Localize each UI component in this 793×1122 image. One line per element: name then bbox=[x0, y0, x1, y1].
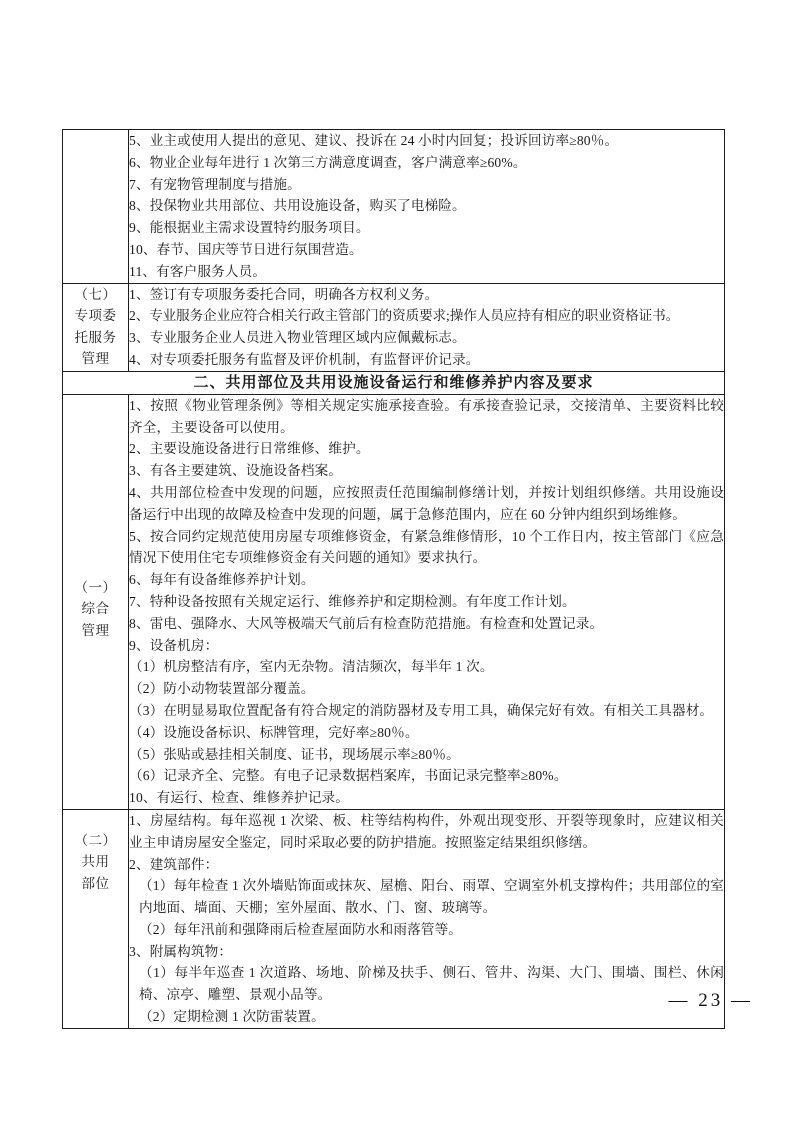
row-label-line: 托服务 bbox=[74, 329, 117, 345]
row-label-line: （七） bbox=[74, 286, 117, 302]
row-label-cell-er bbox=[63, 809, 129, 1028]
list-item: 7、有宠物管理制度与措施。 bbox=[129, 176, 301, 192]
row-body-cell bbox=[129, 130, 725, 284]
list-item: 6、每年有设备维修养护计划。 bbox=[129, 572, 315, 588]
list-item: （6）记录齐全、完整。有电子记录数据档案库，书面记录完整率≥80%。 bbox=[129, 768, 568, 784]
list-item: 7、特种设备按照有关规定运行、维修养护和定期检测。有年度工作计划。 bbox=[129, 593, 576, 609]
list-item: （2）防小动物装置部分覆盖。 bbox=[129, 681, 315, 697]
list-item: （4）设施设备标识、标牌管理，完好率≥80％。 bbox=[129, 724, 419, 740]
list-item: （5）张贴或悬挂相关制度、证书，现场展示率≥80％。 bbox=[129, 746, 460, 762]
row-body-cell bbox=[129, 394, 725, 809]
page-number: — 23 — bbox=[668, 990, 753, 1011]
row-body-cell bbox=[129, 809, 725, 1028]
table-row bbox=[63, 809, 725, 1028]
row-label-line: 综合 bbox=[81, 601, 110, 617]
list-item: 5、按合同约定规范使用房屋专项维修资金，有紧急维修情形，10 个工作日内，按主管部门《应急情况下使用住宅专项维修资金有关问题的通知》要求执行。 bbox=[129, 528, 724, 566]
list-item: 3、专业服务企业人员进入物业管理区域内应佩戴标志。 bbox=[129, 330, 466, 346]
table-row-section-header bbox=[63, 371, 725, 394]
row-body-cell bbox=[129, 283, 725, 371]
list-item: 4、对专项委托服务有监督及评价机制，有监督评价记录。 bbox=[129, 351, 480, 367]
standards-table bbox=[62, 129, 725, 1029]
list-item: 10、春节、国庆等节日进行氛围营造。 bbox=[129, 241, 363, 257]
list-item: 1、房屋结构。每年巡视 1 次梁、板、柱等结构构件，外观出现变形、开裂等现象时，应建议相关业主申请房屋安全鉴定，同时采取必要的防护措施。按照鉴定结果组织修缮。 bbox=[129, 812, 724, 850]
list-item: 9、设备机房： bbox=[129, 637, 219, 653]
row-label-line: 部位 bbox=[81, 875, 110, 891]
table-row bbox=[63, 394, 725, 809]
list-item: 8、投保物业共用部位、共用设施设备，购买了电梯险。 bbox=[129, 198, 466, 214]
list-item: 4、共用部位检查中发现的问题，应按照责任范围编制修缮计划，并按计划组织修缮。共用设施设备运行中出现的故障及检查中发现的问题，属于急修范围内，应在 60 分钟内组织到场维修。 bbox=[129, 484, 724, 522]
list-item: 5、业主或使用人提出的意见、建议、投诉在 24 小时内回复；投诉回访率≥80％。 bbox=[129, 133, 619, 148]
list-item: （2）定期检测 1 次防雷装置。 bbox=[139, 1009, 325, 1025]
list-item: 1、按照《物业管理条例》等相关规定实施承接查验。有承接查验记录，交接清单、主要资料比较齐全，主要设备可以使用。 bbox=[129, 397, 724, 435]
row-label-line: 共用 bbox=[81, 854, 110, 870]
row-label-cell-qi bbox=[63, 283, 129, 371]
row-label-line: （一） bbox=[74, 579, 117, 595]
list-item: 2、主要设施设备进行日常维修、维护。 bbox=[129, 441, 370, 457]
list-item: 11、有客户服务人员。 bbox=[129, 263, 267, 279]
list-item: 10、有运行、检查、维修养护记录。 bbox=[129, 790, 350, 806]
table-row bbox=[63, 283, 725, 371]
table-row bbox=[63, 130, 725, 284]
list-item: （1）每半年巡查 1 次道路、场地、阶梯及扶手、侧石、管井、沟渠、大门、围墙、围栏、休闲椅、凉亭、雕塑、景观小品等。 bbox=[139, 965, 724, 1003]
row-label-line: 管理 bbox=[81, 622, 110, 638]
list-item: 2、专业服务企业应符合相关行政主管部门的资质要求;操作人员应持有相应的职业资格证书。 bbox=[129, 308, 680, 324]
table-body bbox=[63, 130, 725, 1029]
list-item: 9、能根据业主需求设置特约服务项目。 bbox=[129, 220, 370, 236]
section-heading: 二、共用部位及共用设施设备运行和维修养护内容及要求 bbox=[63, 371, 725, 394]
list-item: 3、附属构筑物： bbox=[129, 943, 233, 959]
list-item: 8、雷电、强降水、大风等极端天气前后有检查防范措施。有检查和处置记录。 bbox=[129, 615, 604, 631]
row-label-line: （二） bbox=[74, 832, 117, 848]
list-item: 3、有各主要建筑、设施设备档案。 bbox=[129, 463, 343, 479]
row-label-cell-yi bbox=[63, 394, 129, 809]
row-label-line: 专项委 bbox=[74, 308, 117, 324]
list-item: 1、签订有专项服务委托合同，明确各方权利义务。 bbox=[129, 286, 439, 302]
list-item: （1）机房整洁有序，室内无杂物。清洁频次，每半年 1 次。 bbox=[129, 659, 494, 675]
row-label-cell-empty bbox=[63, 130, 129, 284]
list-item: （2）每年汛前和强降雨后检查屋面防水和雨落管等。 bbox=[139, 921, 463, 937]
list-item: （1）每年检查 1 次外墙贴饰面或抹灰、屋檐、阳台、雨罩、空调室外机支撑构件；共用部位的室内地面、墙面、天棚；室外屋面、散水、门、窗、玻璃等。 bbox=[139, 878, 724, 916]
row-label-line: 管理 bbox=[81, 351, 110, 367]
list-item: （3）在明显易取位置配备有符合规定的消防器材及专用工具，确保完好有效。有相关工具器材。 bbox=[129, 702, 714, 718]
list-item: 2、建筑部件： bbox=[129, 856, 219, 872]
list-item: 6、物业企业每年进行 1 次第三方满意度调查，客户满意率≥60%。 bbox=[129, 154, 527, 170]
